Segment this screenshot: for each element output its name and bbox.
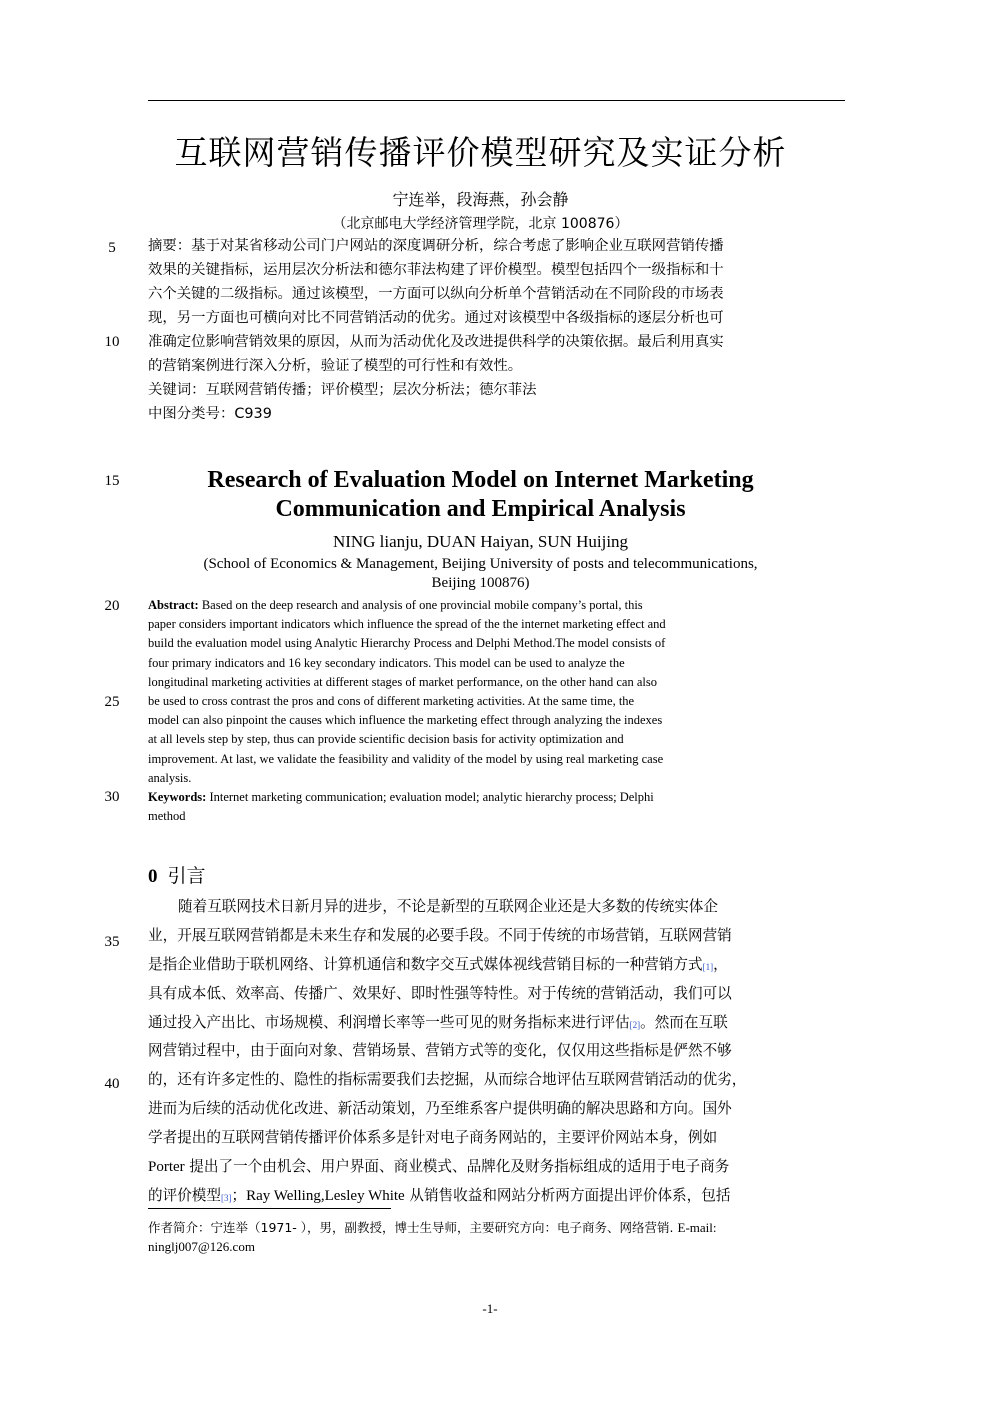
section-title: 引言 bbox=[167, 865, 206, 887]
body-line bbox=[148, 1009, 828, 1038]
footnote-line bbox=[148, 1218, 828, 1237]
citation-link[interactable]: [1] bbox=[702, 961, 714, 972]
body-text bbox=[148, 893, 828, 1211]
chinese-abstract bbox=[148, 234, 820, 426]
body-line: 学者提出的互联网营销传播评价体系多是针对电子商务网站的，主要评价网站本身，例如 bbox=[148, 1129, 718, 1147]
body-text-run: 从销售收益和网站分析两方面提出评价体系，包括 bbox=[404, 1186, 731, 1204]
body-line: 进而为后续的活动优化改进、新活动策划，乃至维系客户提供明确的解决思路和方向。国外 bbox=[148, 1100, 732, 1118]
keywords-line: method bbox=[148, 809, 186, 824]
abstract-line bbox=[148, 596, 788, 615]
affiliation-line: Beijing 100876) bbox=[431, 575, 530, 591]
keywords-line bbox=[148, 788, 788, 807]
body-text-run: 。然而在互联 bbox=[640, 1013, 728, 1031]
author-footnote bbox=[148, 1218, 828, 1256]
abstract-label: Abstract: bbox=[148, 598, 199, 612]
abstract-line: 效果的关键指标，运用层次分析法和德尔菲法构建了评价模型。模型包括四个一级指标和十 bbox=[148, 262, 724, 278]
body-text-run: ； bbox=[231, 1186, 247, 1204]
body-line: 网营销过程中，由于面向对象、营销场景、营销方式等的变化，仅仅用这些指标是俨然不够 bbox=[148, 1042, 732, 1060]
footnote-rule bbox=[148, 1208, 391, 1209]
chinese-affiliation: （北京邮电大学经济管理学院，北京 100876） bbox=[332, 216, 629, 232]
body-text-run: ， bbox=[713, 955, 728, 973]
abstract-line: model can also pinpoint the causes which influence the marketing effect through analyzing the indexes bbox=[148, 713, 663, 728]
chinese-classification: 中图分类号：C939 bbox=[148, 406, 272, 422]
abstract-line: improvement. At last, we validate the feasibility and validity of the model by using real marketing case bbox=[148, 751, 664, 766]
abstract-line: at all levels step by step, thus can provide scientific decision basis for activity optimization and bbox=[148, 732, 624, 747]
body-line: 具有成本低、效率高、传播广、效果好、即时性强等特性。对于传统的营销活动，我们可以 bbox=[148, 984, 732, 1002]
page-number: -1- bbox=[482, 1301, 498, 1316]
line-number: 15 bbox=[104, 473, 120, 489]
line-number: 20 bbox=[104, 598, 120, 614]
keywords-text: Internet marketing communication; evaluation model; analytic hierarchy process; Delphi bbox=[206, 789, 654, 804]
citation-link[interactable]: [2] bbox=[629, 1019, 641, 1030]
abstract-line: analysis. bbox=[148, 770, 192, 785]
body-text-run: 是指企业借助于联机网络、计算机通信和数字交互式媒体视线营销目标的一种营销方式 bbox=[148, 955, 703, 973]
body-line bbox=[148, 951, 828, 980]
body-text-run: 通过投入产出比、市场规模、利润增长率等一些可见的财务指标来进行评估 bbox=[148, 1013, 630, 1031]
body-line bbox=[148, 1153, 828, 1182]
line-number: 25 bbox=[104, 694, 120, 710]
footnote-text: E-mail: bbox=[677, 1220, 717, 1235]
abstract-line: 六个关键的二级指标。通过该模型，一方面可以纵向分析单个营销活动在不同阶段的市场表 bbox=[148, 286, 724, 302]
keywords-label: Keywords: bbox=[148, 789, 207, 804]
abstract-line: 现，另一方面也可横向对比不同营销活动的优劣。通过对该模型中各级指标的逐层分析也可 bbox=[148, 310, 724, 326]
citation-link[interactable]: [3] bbox=[220, 1192, 232, 1203]
affiliation-line: (School of Economics & Management, Beijing University of posts and telecommunications, bbox=[203, 556, 758, 572]
abstract-line: 摘要：基于对某省移动公司门户网站的深度调研分析，综合考虑了影响企业互联网营销传播 bbox=[148, 238, 724, 254]
chinese-keywords: 关键词：互联网营销传播；评价模型；层次分析法；德尔菲法 bbox=[148, 382, 537, 398]
chinese-authors: 宁连举，段海燕，孙会静 bbox=[392, 190, 569, 209]
abstract-line: paper considers important indicators which influence the spread of the the internet marketing effect and bbox=[148, 617, 666, 632]
english-authors: NING lianju, DUAN Haiyan, SUN Huijing bbox=[332, 532, 629, 551]
abstract-line: 的营销案例进行深入分析，验证了模型的可行性和有效性。 bbox=[148, 358, 523, 374]
body-line: 的，还有许多定性的、隐性的指标需要我们去挖掘，从而综合地评估互联网营销活动的优劣， bbox=[148, 1071, 747, 1089]
line-number: 40 bbox=[104, 1076, 120, 1092]
line-number: 5 bbox=[108, 240, 116, 256]
body-text-run: Porter bbox=[148, 1159, 185, 1176]
abstract-line: four primary indicators and 16 key secondary indicators. This model can be used to analyze the bbox=[148, 655, 625, 670]
abstract-line: be used to cross contrast the pros and cons of different marketing activities. At the same time, the bbox=[148, 693, 635, 708]
header-rule bbox=[148, 100, 845, 101]
body-line: 随着互联网技术日新月异的进步，不论是新型的互联网企业还是大多数的传统实体企 bbox=[178, 898, 718, 915]
body-line bbox=[148, 1182, 828, 1211]
body-text-run: 的评价模型 bbox=[148, 1186, 221, 1204]
english-affiliation bbox=[148, 555, 813, 593]
abstract-text: Based on the deep research and analysis of one provincial mobile company’s portal, this bbox=[198, 598, 643, 612]
english-title-line: Research of Evaluation Model on Internet Marketing bbox=[207, 467, 754, 493]
abstract-line: build the evaluation model using Analytic Hierarchy Process and Delphi Method.The model consists of bbox=[148, 636, 666, 651]
body-text-run: 提出了一个由机会、用户界面、商业模式、品牌化及财务指标组成的适用于电子商务 bbox=[184, 1158, 730, 1176]
chinese-title: 互联网营销传播评价模型研究及实证分析 bbox=[174, 133, 787, 172]
section-heading bbox=[148, 862, 206, 891]
abstract-line: longitudinal marketing activities at different stages of market performance, on the other hand can also bbox=[148, 674, 657, 689]
english-title bbox=[148, 466, 813, 524]
line-number: 30 bbox=[104, 789, 120, 805]
footnote-text: 作者简介：宁连举（1971- ），男，副教授，博士生导师，主要研究方向：电子商务、网络营销. bbox=[148, 1220, 678, 1235]
body-line: 业，开展互联网营销都是未来生存和发展的必要手段。不同于传统的市场营销，互联网营销 bbox=[148, 926, 732, 944]
footnote-email: ninglj007@126.com bbox=[148, 1239, 255, 1254]
section-number: 0 bbox=[148, 866, 158, 887]
body-text-run: Ray Welling,Lesley White bbox=[246, 1187, 405, 1204]
english-title-line: Communication and Empirical Analysis bbox=[275, 496, 686, 522]
line-number: 35 bbox=[104, 934, 120, 950]
english-abstract bbox=[148, 596, 788, 826]
abstract-line: 准确定位影响营销效果的原因，从而为活动优化及改进提供科学的决策依据。最后利用真实 bbox=[148, 334, 724, 350]
line-number: 10 bbox=[104, 334, 120, 350]
